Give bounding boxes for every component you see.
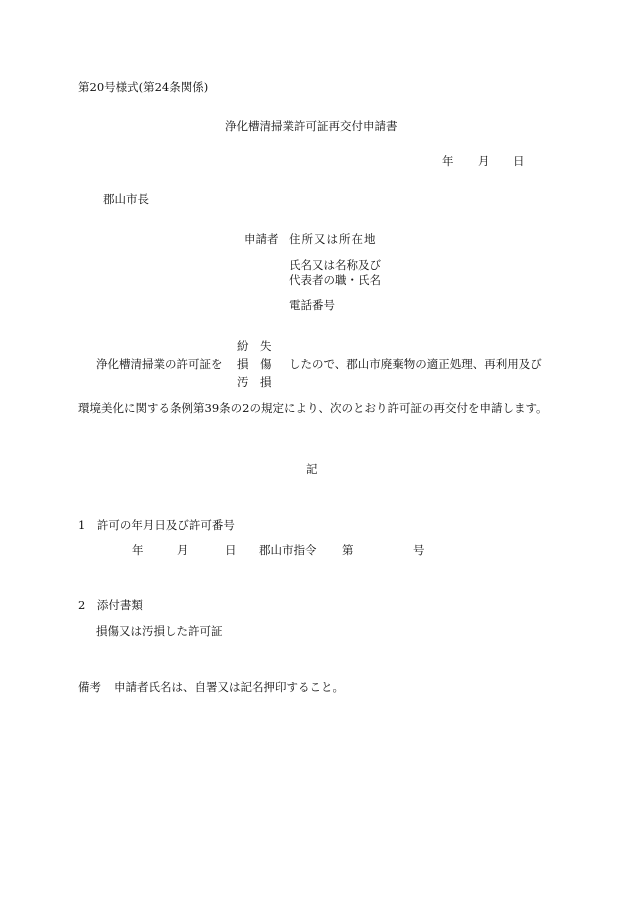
item2-heading: 2 添付書類 [78,598,143,612]
item1-day-label: 日 [225,543,237,557]
body-line2: 環境美化に関する条例第39条の2の規定により、次のとおり許可証の再交付を申請します。 [78,401,548,415]
date-year-label: 年 [442,154,454,168]
date-day-label: 日 [513,154,525,168]
number-prefix: 第 [342,543,354,557]
phone-label: 電話番号 [289,298,335,312]
option-soiled: 汚 損 [237,375,272,389]
item1-year-label: 年 [132,543,144,557]
name-label-line1: 氏名又は名称及び [289,258,381,272]
applicant-label: 申請者 [244,232,279,246]
note-label: 備考 [78,680,101,694]
body-suffix: したので、郡山市廃棄物の適正処理、再利用及び [289,357,542,371]
body-prefix: 浄化槽清掃業の許可証を [96,357,223,371]
option-lost: 紛 失 [237,339,272,353]
option-damaged: 損 傷 [237,357,272,371]
item1-month-label: 月 [177,543,189,557]
ki-label: 記 [306,462,318,476]
item2-content: 損傷又は汚損した許可証 [96,624,223,638]
note-text: 申請者氏名は、自署又は記名押印すること。 [114,680,344,694]
item1-heading: 1 許可の年月日及び許可番号 [78,518,235,532]
name-label-line2: 代表者の職・氏名 [289,273,381,287]
address-label: 住所又は所在地 [289,232,377,246]
document-title: 浄化槽清掃業許可証再交付申請書 [225,119,398,133]
form-number: 第20号様式(第24条関係) [78,80,209,94]
date-month-label: 月 [478,154,490,168]
directive-label: 郡山市指令 [259,543,317,557]
addressee: 郡山市長 [103,192,149,206]
number-suffix: 号 [413,543,425,557]
